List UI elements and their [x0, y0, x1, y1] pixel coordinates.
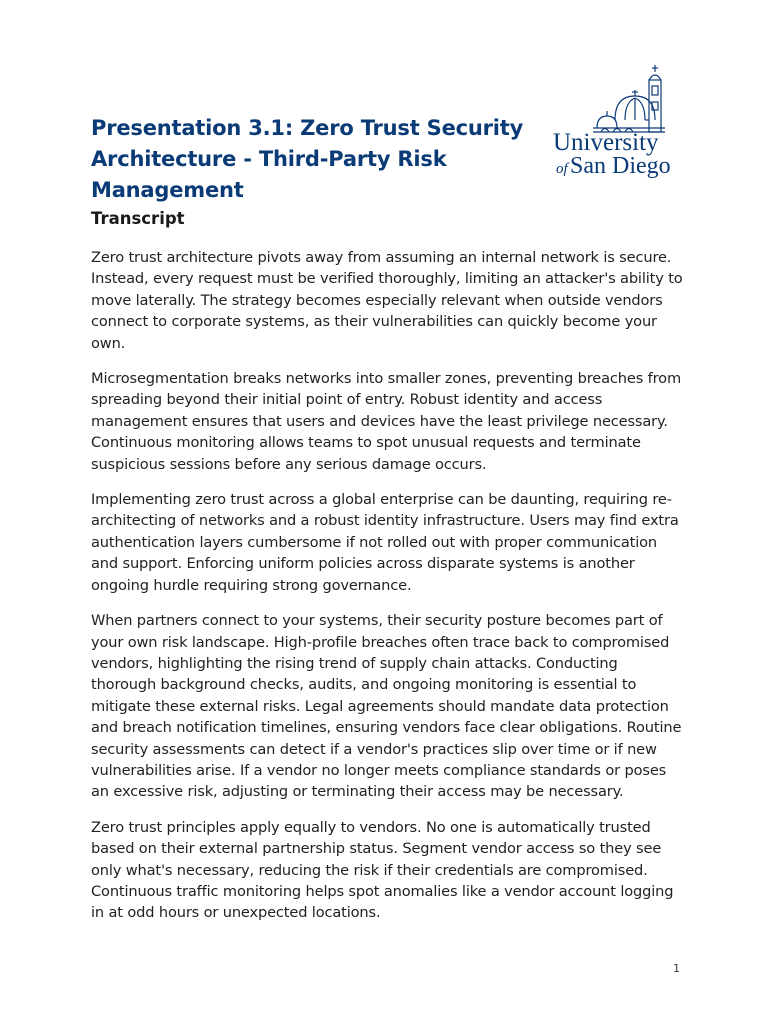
university-logo — [553, 62, 678, 180]
paragraph: When partners connect to your systems, their security posture becomes part of your own risk landscape. High-profile breaches often trace back to compromised vendors, highlighting the rising trend of supply chain attacks. Conducting thorough background checks, audits, and ongoing monitoring is essential to mitigate these external risks. Legal agreements should mandate data protection and breach notification timelines, ensuring vendors face clear obligations. Routine security assessments can detect if a vendor's practices slip over time or if new vulnerabilities arise. If a vendor no longer meets compliance standards or poses an excessive risk, adjusting or terminating their access may be necessary. — [91, 612, 682, 801]
page-title: Presentation 3.1: Zero Trust Security Architecture - Third-Party Risk Management — [91, 116, 524, 202]
logo-line2-of: of — [556, 161, 568, 177]
document-header — [91, 113, 531, 230]
logo-line2-name: San Diego — [570, 153, 671, 179]
paragraph: Zero trust principles apply equally to vendors. No one is automatically trusted based on their external partnership status. Segment vendor access so they see only what's necessary, reducing the risk if their credentials are compromised. Continuous traffic monitoring helps spot anomalies like a vendor account logging in at odd hours or unexpected locations. — [91, 818, 674, 922]
logo-line1: University — [553, 129, 659, 156]
paragraph: Zero trust architecture pivots away from assuming an internal network is secure. Instead, every request must be verified thoroughly, limiting an attacker's ability to move laterally. The strategy becomes especially relevant when outside vendors connect to corporate systems, as their vulnerabilities can quickly become your own. — [91, 249, 683, 352]
page-subtitle: Transcript — [91, 209, 185, 228]
transcript-body — [91, 247, 683, 938]
mission-building-icon — [593, 65, 665, 132]
paragraph: Microsegmentation breaks networks into smaller zones, preventing breaches from spreading beyond their initial point of entry. Robust identity and access management ensures that users and devices have the least privilege necessary. Continuous monitoring allows teams to spot unusual requests and terminate suspicious sessions before any serious damage occurs. — [91, 370, 682, 473]
paragraph: Implementing zero trust across a global enterprise can be daunting, requiring re-architecting of networks and a robust identity infrastructure. Users may find extra authentication layers cumbersome if not rolled out with proper communication and support. Enforcing uniform policies across disparate systems is another ongoing hurdle requiring strong governance. — [91, 491, 679, 594]
page-number: 1 — [673, 962, 680, 975]
